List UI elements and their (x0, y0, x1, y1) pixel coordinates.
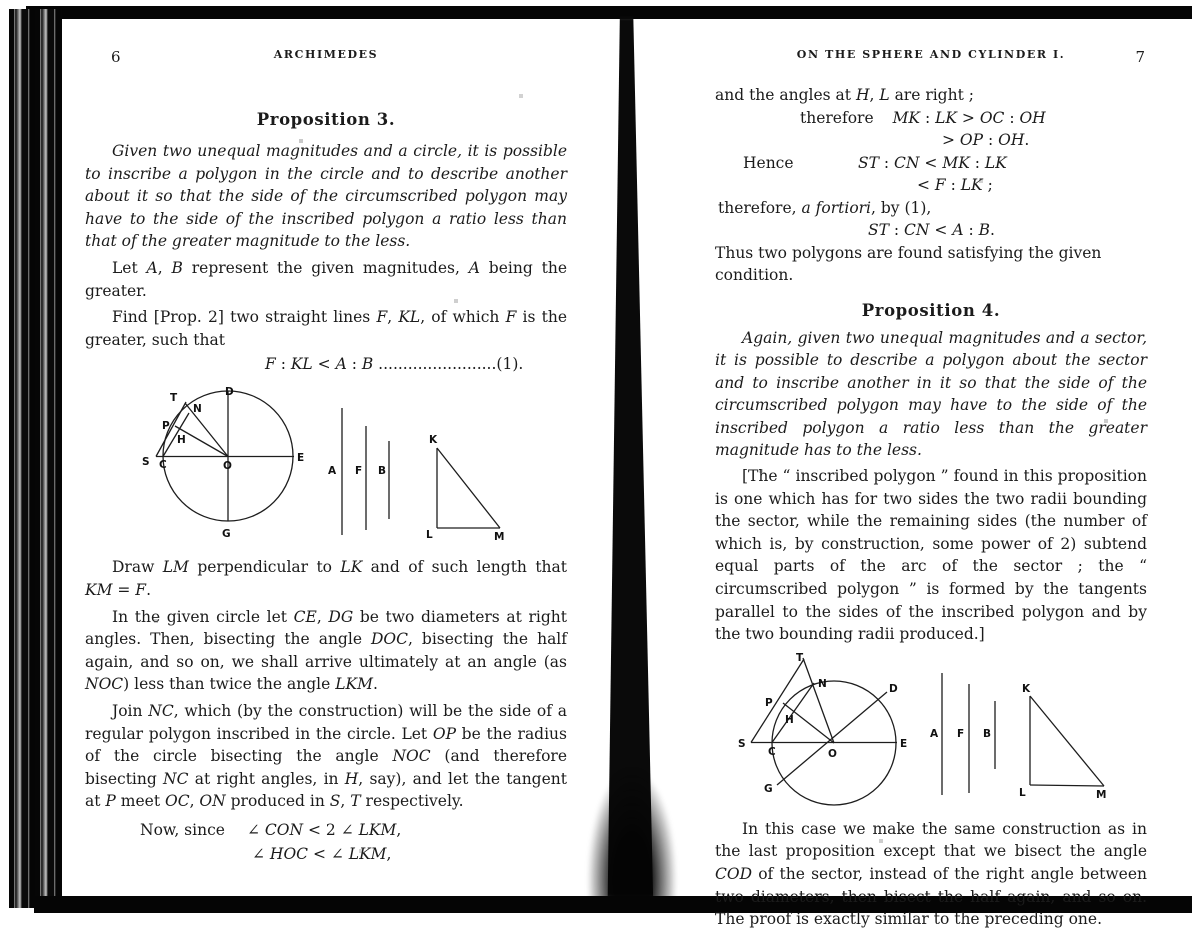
fig-label-P: P (765, 696, 773, 709)
prop4-figure (690, 648, 1120, 808)
scan-border-top (26, 6, 1192, 19)
right-page-number: 7 (1135, 48, 1145, 66)
eq-st-cn-ab: ST : CN < A : B. (868, 221, 995, 239)
fig-label-K: K (1022, 682, 1031, 695)
fig-label-B: B (983, 727, 992, 740)
chord-CN (772, 683, 814, 743)
fig-label-C: C (768, 745, 776, 758)
fig-label-G: G (222, 528, 231, 541)
fig-label-M: M (1096, 788, 1107, 801)
eq-line-angles-right (715, 84, 1147, 107)
fig-label-G: G (764, 782, 773, 795)
eq-line-hoc (85, 843, 567, 866)
fig-label-L: L (426, 529, 433, 542)
fig-label-K: K (429, 434, 438, 447)
fig-label-T: T (796, 651, 804, 664)
line-thus-polygons (715, 242, 1147, 287)
fig-label-A: A (328, 465, 337, 478)
fig-label-E: E (297, 452, 305, 465)
fig-label-D: D (225, 386, 234, 399)
fig-label-S: S (142, 456, 150, 469)
prop4-enunciation: Again, given two unequal magnitudes and a sector, it is possible to describe a polygon about the sector and to inscribe another in it so that the side of the circumscribed polygon may have to the side of the inscribed polygon a ratio less than the greater magnitude has to the less. (715, 328, 1147, 460)
eq-con-lkm: ∠ CON < 2 ∠ LKM, (247, 820, 402, 839)
fig-label-T: T (170, 392, 178, 405)
prop4-para-bracket: [The “ inscribed polygon ” found in this proposition is one which has for two sides the two radii bounding the sector, while the remaining sides (the number of which is, by construction, some power of 2) subtend equal parts of the arc of the sector ; the “ circumscribed polygon ” is formed by the tangents parallel to the sides of the inscribed polygon and by the two bounding radii produced.] (715, 467, 1147, 644)
therefore-label: therefore (800, 108, 874, 127)
right-running-head: ON THE SPHERE AND CYLINDER I. (796, 48, 1066, 61)
fig-label-M: M (494, 531, 505, 544)
left-running-head: ARCHIMEDES (273, 48, 379, 61)
text-angles-right: and the angles at H, L are right ; (715, 86, 974, 104)
prop3-enunciation: Given two unequal magnitudes and a circle, it is possible to inscribe a polygon in the circle and to describe another about it so that the side of the circumscribed polygon may have to the side of the inscribed polygon a ratio less than that of the greater magnitude to the less. (85, 142, 567, 251)
fig-label-F: F (957, 727, 965, 740)
fig-label-C: C (159, 459, 167, 472)
fig-label-P: P (162, 420, 170, 433)
prop3-para-join: Join NC, which (by the construction) will be the side of a regular polygon inscribed in the circle. Let OP be the radius of the circle bisecting the angle NOC (and therefore bisecting NC at right angles, in H, say), and let the tangent at P meet OC, ON produced in S, T respectively. (85, 701, 567, 811)
fig-label-S: S (738, 737, 746, 750)
prop3-para-find: Find [Prop. 2] two straight lines F, KL, of which F is the greater, such that (85, 308, 568, 349)
fig-label-E: E (900, 737, 908, 750)
left-page-header (85, 48, 567, 68)
fig-label-N: N (193, 403, 202, 416)
eq-line-now-since (85, 819, 567, 842)
fig-label-O: O (828, 747, 837, 760)
right-page-header (715, 48, 1147, 68)
hence-label: Hence (743, 153, 794, 172)
prop3-formula-1: F : KL < A : B ........................(1). (265, 355, 524, 374)
triangle-side-KM (437, 448, 500, 528)
text-fortiori: therefore, a fortiori, by (1), (718, 198, 932, 217)
proposition-4-title: Proposition 4. (861, 300, 1001, 320)
fig-label-B: B (378, 465, 387, 478)
prop4-para-final: In this case we make the same construction as in the last proposition except that we bisect the angle COD of the sector, instead of the right angle between two diameters, then bisect the half again, and so on. The proof is exactly similar to the preceding one. (715, 819, 1147, 929)
eq-hoc-lkm: ∠ HOC < ∠ LKM, (252, 845, 392, 864)
prop3-figure (130, 384, 520, 548)
eq-line-hence (715, 152, 1147, 175)
fig-label-A: A (930, 727, 939, 740)
eq-op-oh: > OP : OH. (942, 131, 1030, 149)
left-page (85, 48, 567, 866)
scan-border-left-streaks (9, 9, 62, 908)
fig-label-O: O (223, 460, 232, 473)
scan-noise-specks (0, 0, 2, 2)
line-OT (185, 403, 228, 457)
eq-line-f-lk (715, 174, 1147, 197)
eq-f-lk: < F : LK ; (917, 176, 993, 194)
fig-label-H: H (785, 713, 794, 726)
proposition-3-title: Proposition 3. (256, 110, 396, 129)
tangent-SPT (751, 659, 804, 743)
fig-label-D: D (889, 682, 898, 695)
book-gutter-shadow (600, 16, 664, 898)
prop3-para-circle: In the given circle let CE, DG be two diameters at right angles. Then, bisecting the angle DOC, bisecting the half again, and so on, we shall arrive ultimately at an angle (as NOC) less than twice the angle LKM. (85, 607, 567, 694)
triangle-side-LM (1030, 785, 1104, 786)
eq-line-therefore-mk (715, 107, 1147, 130)
eq-mk-lk: MK : LK > OC : OH (892, 108, 1046, 127)
triangle-side-KM (1030, 696, 1104, 786)
prop3-para-let: Let A, B represent the given magnitudes, A being the greater. (85, 258, 567, 300)
eq-line-st-ab (715, 219, 1147, 242)
now-since-label: Now, since (140, 820, 225, 839)
eq-line-fortiori (715, 197, 1147, 220)
left-page-number: 6 (111, 48, 121, 66)
prop3-para-draw: Draw LM perpendicular to LK and of such length that KM = F. (85, 558, 567, 599)
eq-st-cn-mk: ST : CN < MK : LK (858, 153, 1007, 172)
fig-label-N: N (818, 677, 827, 690)
fig-label-L: L (1019, 786, 1026, 799)
book-gutter-shadow-bottom (588, 770, 676, 900)
fig-label-H: H (177, 434, 186, 447)
right-page (715, 48, 1147, 931)
text-thus-polygons: Thus two polygons are found satisfying the given condition. (715, 243, 1102, 284)
fig-label-F: F (355, 465, 363, 478)
eq-line-op-oh (715, 129, 1147, 152)
